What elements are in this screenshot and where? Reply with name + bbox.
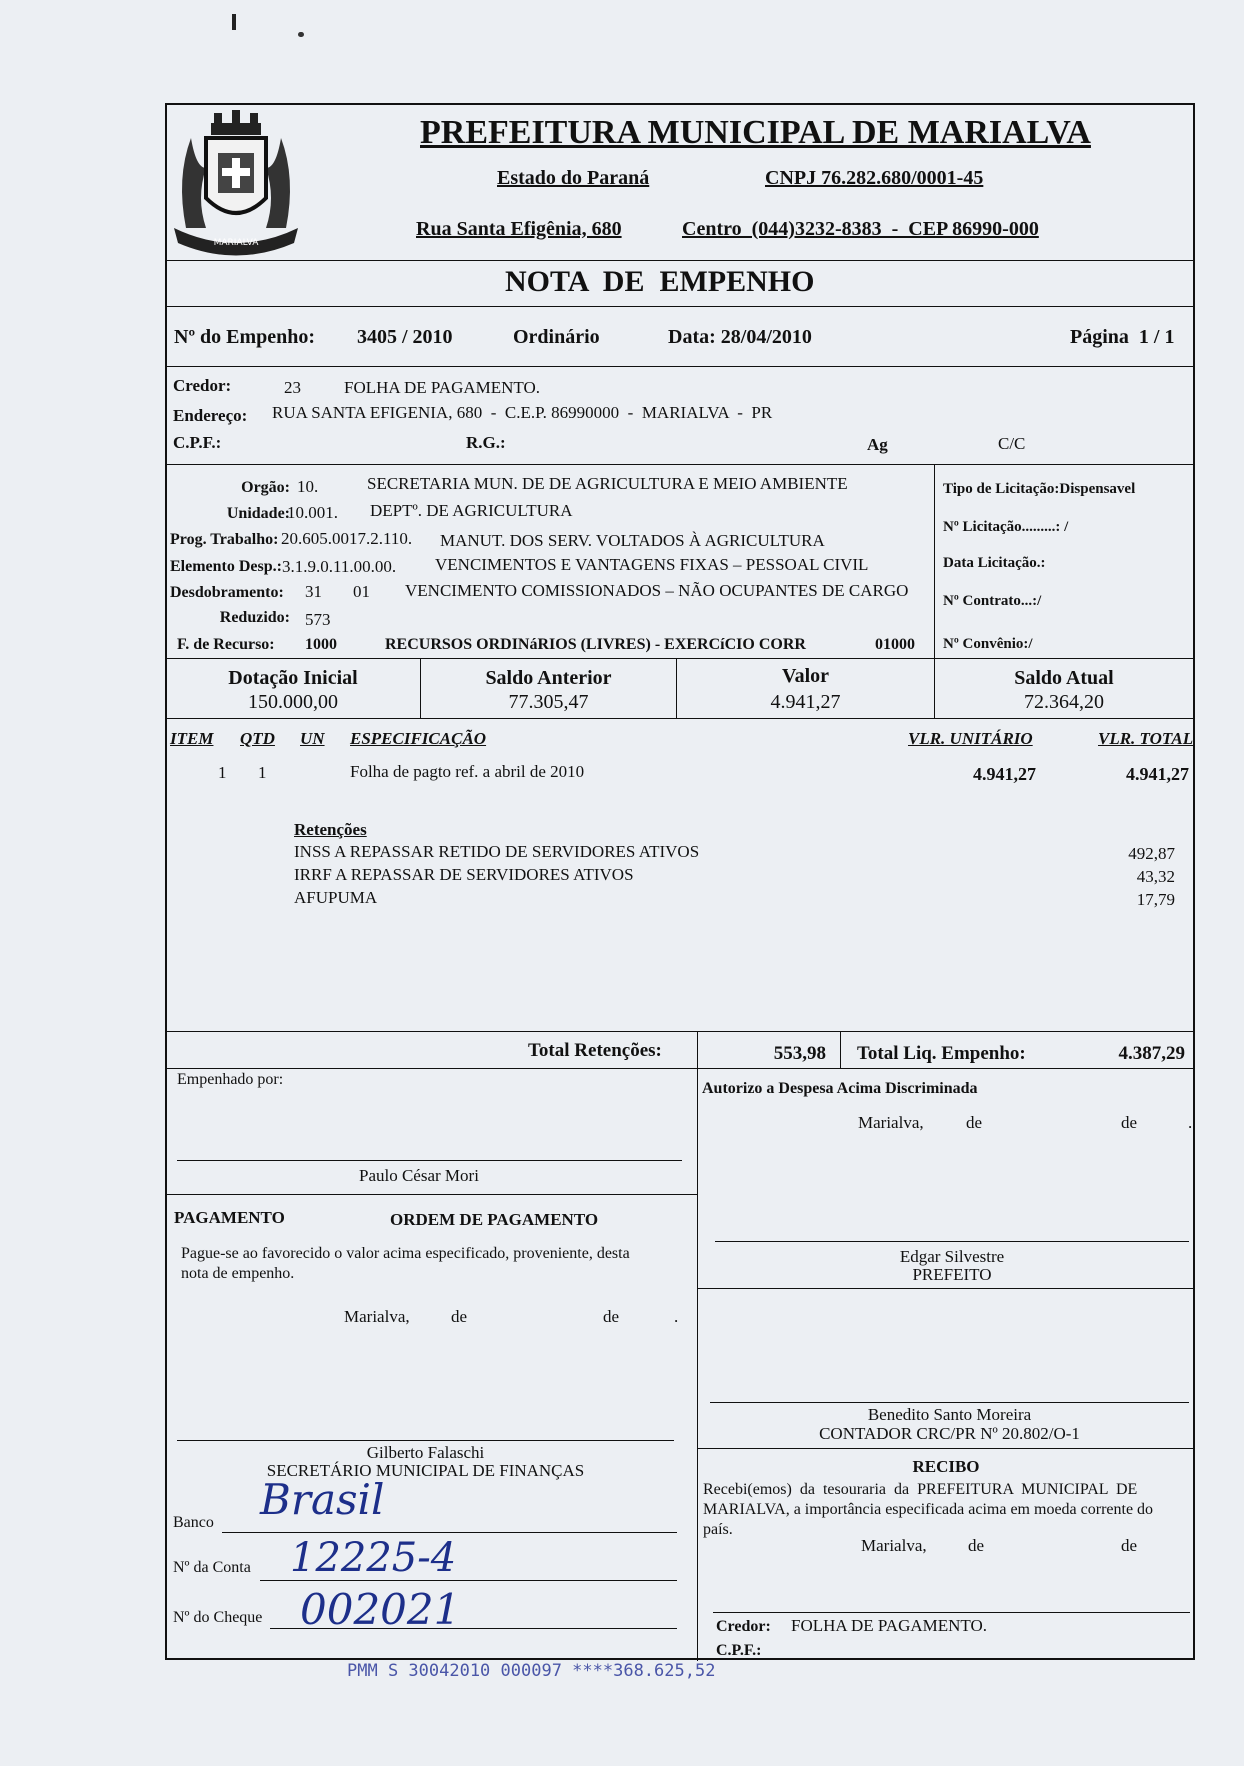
col-un: UN [300, 729, 325, 748]
valor-label: Valor [781, 665, 830, 687]
desdobramento-sub: 01 [353, 582, 370, 601]
prog-name: MANUT. DOS SERV. VOLTADOS À AGRICULTURA [440, 531, 825, 550]
banco-handwritten: Brasil [260, 1475, 385, 1524]
recibo-texto-2: MARIALVA, a importância especificada acima em moeda corrente do [703, 1501, 1154, 1518]
recibo-credor-label: Credor: [716, 1618, 771, 1635]
col-item: ITEM [170, 729, 214, 748]
elemento-code: 3.1.9.0.11.00.00. [282, 557, 397, 576]
recibo-de-2: de [1121, 1536, 1138, 1555]
credor-code: 23 [284, 378, 301, 397]
contador-name: Benedito Santo Moreira [867, 1405, 1032, 1424]
scan-mark [232, 14, 236, 30]
prog-label: Prog. Trabalho: [170, 531, 279, 548]
retencao-afupuma-label: AFUPUMA [294, 888, 378, 907]
orgao-label: Orgão: [241, 479, 290, 496]
cheque-label: Nº do Cheque [173, 1609, 263, 1626]
recibo-de-1: de [968, 1536, 985, 1555]
col-valor-total: VLR. TOTAL [1098, 729, 1194, 748]
ordem-pagamento-label: ORDEM DE PAGAMENTO [390, 1210, 599, 1229]
ordem-de-2: de [603, 1307, 620, 1326]
ordem-de-1: de [451, 1307, 468, 1326]
prefeito-name: Edgar Silvestre [899, 1247, 1005, 1266]
autorizo-de-1: de [966, 1113, 983, 1132]
cheque-handwritten: 002021 [300, 1585, 461, 1634]
empenho-type: Ordinário [513, 326, 600, 348]
dotacao-inicial-label: Dotação Inicial [228, 667, 358, 689]
recurso-label: F. de Recurso: [177, 636, 275, 653]
valor-value: 4.941,27 [770, 691, 841, 713]
desdobramento-name: VENCIMENTO COMISSIONADOS – NÃO OCUPANTES DE CARGO [405, 581, 909, 600]
desdobramento-code: 31 [305, 582, 322, 601]
pagamento-label: PAGAMENTO [174, 1208, 285, 1227]
cc-label: C/C [998, 434, 1026, 453]
empenho-number-label: Nº do Empenho: [174, 326, 316, 348]
saldo-atual-value: 72.364,20 [1024, 691, 1104, 713]
licitacao-tipo: Tipo de Licitação:Dispensavel [943, 481, 1136, 497]
total-retencoes-value: 553,98 [773, 1043, 826, 1064]
item-total-value: 4.941,27 [1126, 764, 1189, 784]
total-liquido-label: Total Liq. Empenho: [857, 1043, 1026, 1064]
ag-label: Ag [867, 435, 888, 454]
unidade-name: DEPTº. DE AGRICULTURA [370, 501, 573, 520]
col-valor-unitario: VLR. UNITÁRIO [908, 729, 1033, 748]
recurso-sub: 01000 [875, 636, 915, 653]
empenho-date: Data: 28/04/2010 [668, 326, 812, 348]
autorizo-label: Autorizo a Despesa Acima Discriminada [702, 1080, 978, 1097]
autorizo-dot: . [1188, 1113, 1193, 1132]
retencao-irrf-label: IRRF A REPASSAR DE SERVIDORES ATIVOS [294, 865, 634, 884]
recibo-local: Marialva, [861, 1536, 927, 1555]
retencao-irrf-value: 43,32 [1136, 867, 1175, 886]
secretario-cargo: SECRETÁRIO MUNICIPAL DE FINANÇAS [266, 1461, 585, 1480]
credor-name: FOLHA DE PAGAMENTO. [344, 378, 540, 397]
elemento-label: Elemento Desp.: [170, 558, 282, 575]
banco-label: Banco [173, 1514, 214, 1531]
cnpj-label: CNPJ 76.282.680/0001-45 [765, 167, 984, 189]
svg-text:MARIALVA: MARIALVA [213, 238, 259, 248]
prefeito-cargo: PREFEITO [912, 1265, 992, 1284]
secretario-name: Gilberto Falaschi [366, 1443, 485, 1462]
autorizo-de-2: de [1121, 1113, 1138, 1132]
retencao-afupuma-value: 17,79 [1136, 890, 1175, 909]
convenio-numero: Nº Convênio:/ [943, 636, 1033, 652]
scan-mark-2 [298, 32, 304, 37]
document-title: NOTA DE EMPENHO [505, 265, 815, 298]
conta-handwritten: 12225-4 [290, 1535, 457, 1581]
ordem-local: Marialva, [344, 1307, 410, 1326]
coat-of-arms-icon [166, 108, 306, 258]
rg-label: R.G.: [466, 433, 506, 452]
conta-label: Nº da Conta [173, 1559, 251, 1576]
saldo-anterior-value: 77.305,47 [508, 691, 589, 713]
endereco-value: RUA SANTA EFIGENIA, 680 - C.E.P. 86990000 - MARIALVA - PR [272, 403, 773, 422]
item-unit-value: 4.941,27 [973, 764, 1036, 784]
endereco-label: Endereço: [173, 406, 248, 425]
col-qtd: QTD [240, 729, 275, 748]
saldo-atual-label: Saldo Atual [1014, 667, 1114, 689]
credor-label: Credor: [173, 376, 232, 395]
orgao-name: SECRETARIA MUN. DE DE AGRICULTURA E MEIO AMBIENTE [367, 474, 848, 493]
prog-code: 20.605.0017.2.110. [281, 529, 413, 548]
recibo-cpf-label: C.P.F.: [716, 1642, 762, 1659]
empenhado-por-name: Paulo César Mori [359, 1166, 479, 1185]
recibo-title: RECIBO [912, 1457, 980, 1476]
ordem-texto-1: Pague-se ao favorecido o valor acima especificado, proveniente, desta [181, 1245, 630, 1262]
total-liquido-value: 4.387,29 [1118, 1043, 1185, 1064]
recibo-texto-3: país. [703, 1521, 733, 1538]
page-title: PREFEITURA MUNICIPAL DE MARIALVA [420, 114, 1091, 151]
recibo-texto-1: Recebi(emos) da tesouraria da PREFEITURA MUNICIPAL DE [703, 1481, 1138, 1498]
address-label: Rua Santa Efigênia, 680 [416, 218, 622, 240]
contact-label: Centro (044)3232-8383 - CEP 86990-000 [682, 218, 1039, 240]
licitacao-numero: Nº Licitação.........: / [943, 519, 1069, 535]
retencoes-title: Retenções [294, 820, 367, 839]
municipal-seal [166, 108, 306, 258]
col-especificacao: ESPECIFICAÇÃO [350, 729, 487, 748]
item-qtd: 1 [258, 763, 267, 782]
orgao-code: 10. [297, 477, 319, 496]
autorizo-local: Marialva, [858, 1113, 924, 1132]
payment-stamp: PMM S 30042010 000097 ****368.625,52 [347, 1661, 716, 1681]
contrato-numero: Nº Contrato...:/ [943, 593, 1042, 609]
recibo-credor-name: FOLHA DE PAGAMENTO. [791, 1616, 987, 1635]
page-number: Página 1 / 1 [1070, 326, 1175, 348]
total-retencoes-label: Total Retenções: [528, 1040, 662, 1061]
unidade-code: 10.001. [287, 503, 338, 522]
empenhado-por-label: Empenhado por: [177, 1071, 284, 1088]
reduzido-label: Reduzido: [219, 609, 290, 626]
dotacao-inicial-value: 150.000,00 [248, 691, 338, 713]
ordem-dot: . [674, 1307, 679, 1326]
ordem-texto-2: nota de empenho. [181, 1265, 295, 1282]
contador-cargo: CONTADOR CRC/PR Nº 20.802/O-1 [819, 1424, 1080, 1443]
item-number: 1 [218, 763, 227, 782]
recurso-code: 1000 [305, 636, 337, 653]
item-description: Folha de pagto ref. a abril de 2010 [350, 762, 585, 781]
empenho-number: 3405 / 2010 [357, 326, 453, 348]
recurso-name: RECURSOS ORDINáRIOS (LIVRES) - EXERCíCIO CORR [385, 636, 806, 653]
elemento-name: VENCIMENTOS E VANTAGENS FIXAS – PESSOAL CIVIL [435, 555, 869, 574]
retencao-inss-label: INSS A REPASSAR RETIDO DE SERVIDORES ATIVOS [294, 842, 700, 861]
cpf-label: C.P.F.: [173, 433, 222, 452]
desdobramento-label: Desdobramento: [170, 584, 284, 601]
licitacao-data: Data Licitação.: [943, 555, 1046, 571]
state-label: Estado do Paraná [497, 167, 650, 189]
saldo-anterior-label: Saldo Anterior [485, 667, 612, 689]
retencao-inss-value: 492,87 [1128, 844, 1175, 863]
unidade-label: Unidade: [226, 505, 290, 522]
reduzido-value: 573 [305, 610, 331, 629]
